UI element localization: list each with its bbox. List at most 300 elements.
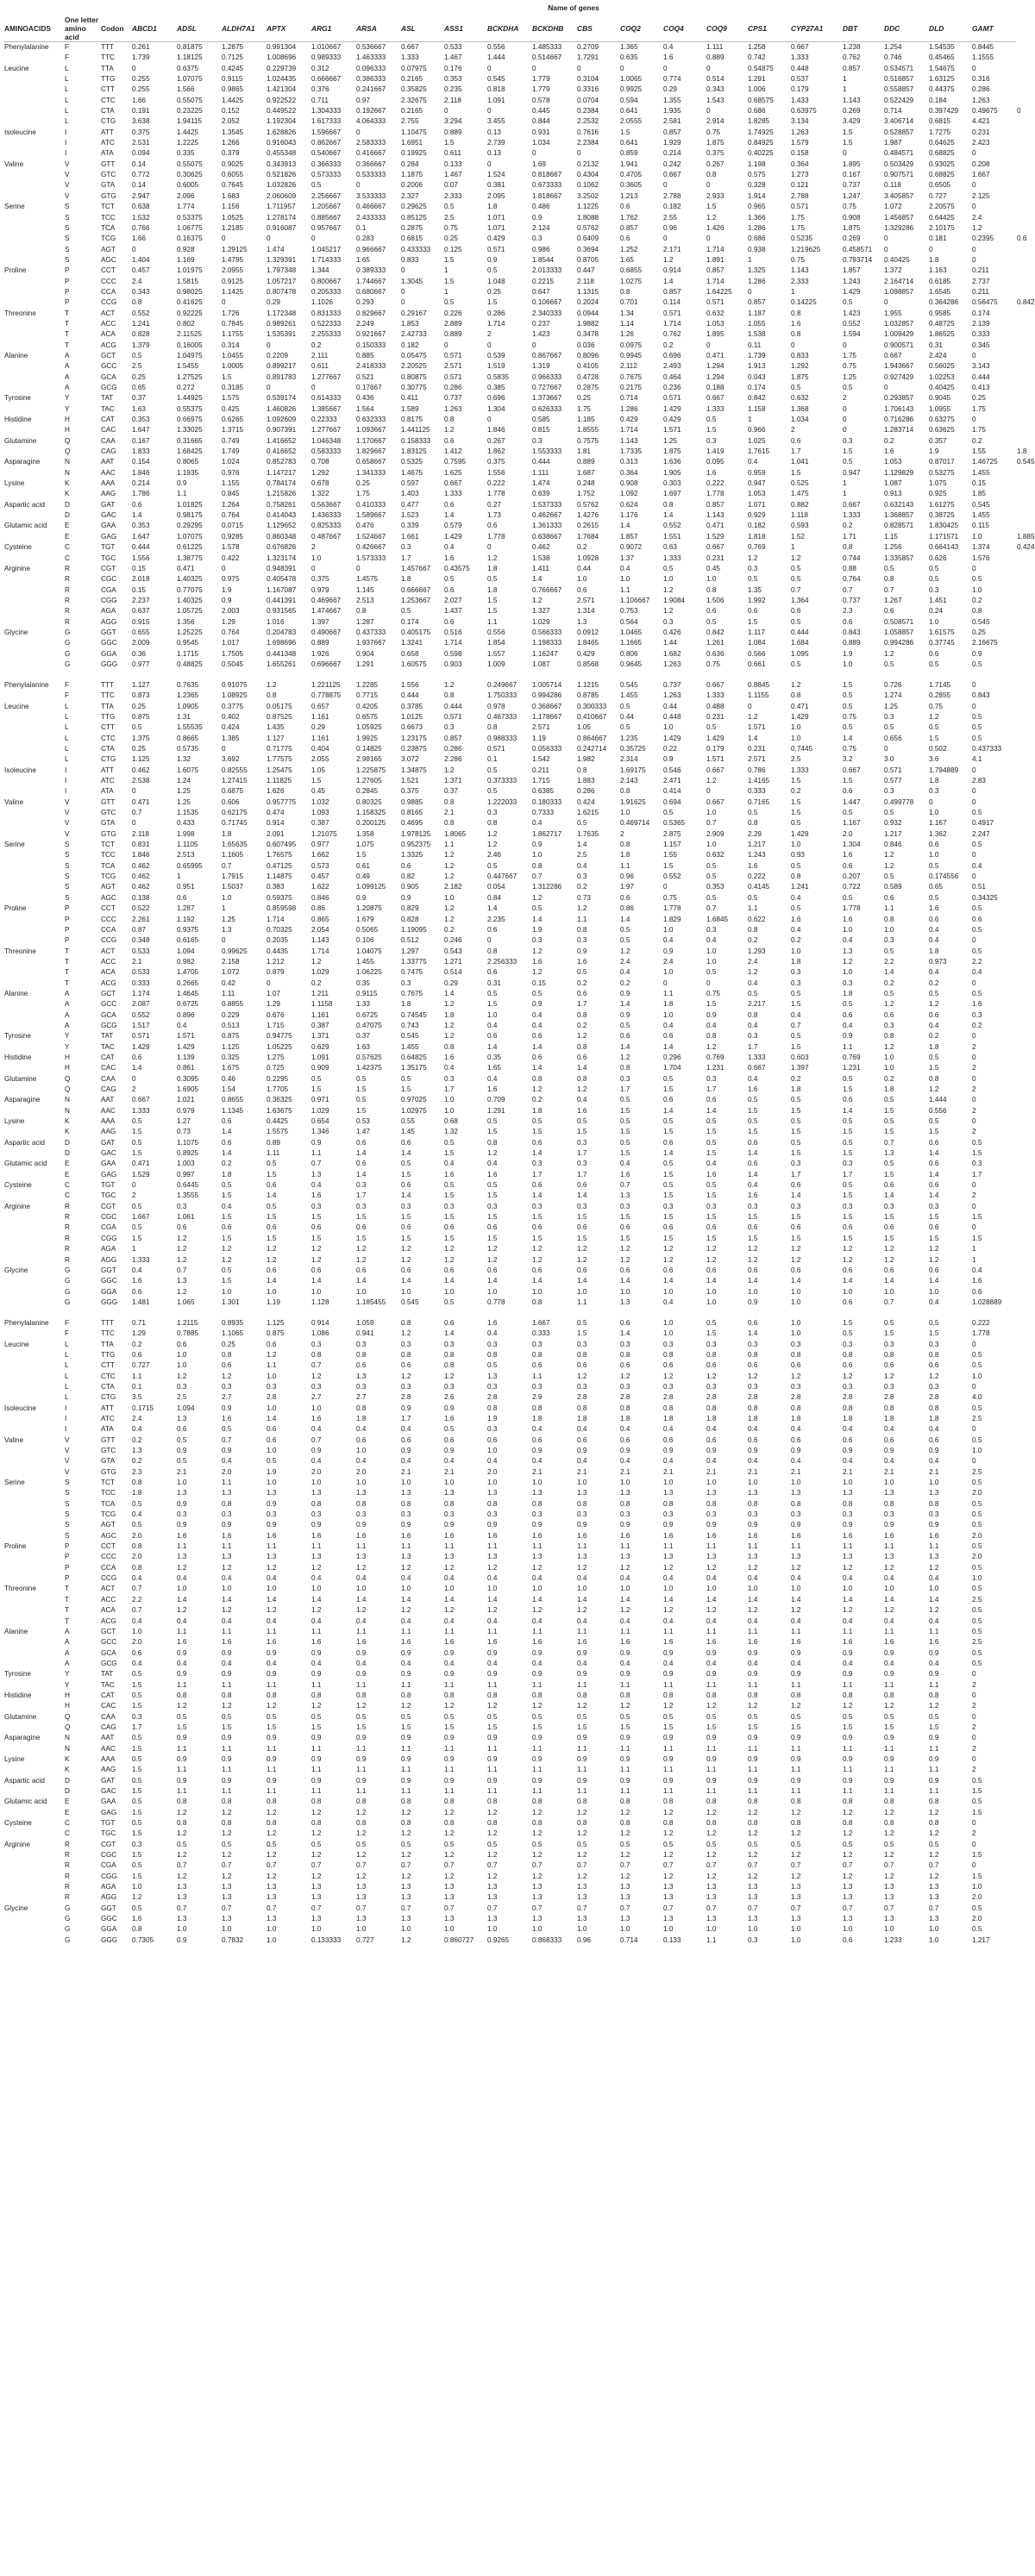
value-cell: 0.9 bbox=[791, 1521, 801, 1529]
value-cell: 2.5 bbox=[791, 755, 801, 764]
value-cell: 0.521826 bbox=[267, 171, 297, 179]
value-cell: 1.5 bbox=[532, 1213, 543, 1222]
one-letter-cell: S bbox=[65, 213, 70, 222]
value-cell: 0.3 bbox=[487, 1510, 498, 1519]
value-cell: 1.2 bbox=[132, 1893, 142, 1902]
value-cell: 1.263 bbox=[972, 96, 990, 104]
value-cell: 0.9 bbox=[356, 1776, 367, 1785]
value-cell: 0.673333 bbox=[532, 181, 562, 190]
table-row bbox=[3, 1680, 1032, 1691]
amino-acid-cell: Glutamine bbox=[4, 1074, 37, 1083]
genes-group-header: Name of genes bbox=[548, 3, 599, 12]
amino-acid-cell bbox=[3, 1127, 64, 1137]
value-cell: 0.5 bbox=[791, 384, 801, 391]
one-letter-cell: E bbox=[65, 1170, 70, 1179]
value-cell: 0.8 bbox=[401, 1819, 411, 1828]
value-cell: 1.6 bbox=[843, 1638, 853, 1647]
table-row bbox=[3, 882, 1032, 892]
value-cell: 1.4 bbox=[748, 734, 758, 742]
value-cell: 2 bbox=[972, 1723, 976, 1731]
value-cell: 1.053 bbox=[706, 319, 724, 328]
value-cell: 1.853 bbox=[401, 319, 419, 328]
value-cell: 1.2 bbox=[620, 1245, 630, 1254]
amino-acid-cell bbox=[3, 1850, 64, 1860]
value-cell: 1.4 bbox=[577, 1064, 587, 1072]
value-cell: 0.8 bbox=[132, 298, 142, 307]
one-letter-cell: H bbox=[65, 1691, 70, 1699]
value-cell: 1.215826 bbox=[267, 490, 297, 498]
value-cell: 0.353 bbox=[706, 883, 724, 891]
codon-cell: GAG bbox=[101, 532, 117, 541]
value-cell: 0.545 bbox=[620, 680, 638, 689]
codon-cell: AAA bbox=[101, 479, 116, 488]
value-cell: 1.5 bbox=[577, 1329, 587, 1338]
value-cell: 0.4 bbox=[706, 1425, 717, 1434]
codon-cell: GGA bbox=[101, 649, 117, 658]
amino-acid-cell: Arginine bbox=[4, 1840, 31, 1848]
value-cell: 0 bbox=[401, 266, 405, 275]
value-cell: 1.086 bbox=[311, 1329, 329, 1338]
value-cell: 1.3 bbox=[311, 1170, 322, 1179]
value-cell: 0.7 bbox=[177, 1861, 187, 1870]
value-cell: 0.5 bbox=[843, 384, 853, 391]
value-cell: 1.2 bbox=[843, 1563, 853, 1572]
value-cell: 0.2384 bbox=[577, 107, 599, 116]
value-cell: 0.5 bbox=[132, 1798, 142, 1806]
value-cell: 1.1 bbox=[706, 1542, 717, 1551]
value-cell: 1.5 bbox=[706, 426, 717, 435]
value-cell: 0 bbox=[843, 404, 847, 413]
value-cell: 0.16005 bbox=[177, 341, 203, 349]
value-cell: 1.1 bbox=[748, 904, 758, 913]
value-cell: 1.1315 bbox=[577, 287, 599, 296]
value-cell: 0.2 bbox=[132, 1435, 142, 1444]
value-cell: 1.32 bbox=[177, 755, 191, 764]
value-cell: 0.7 bbox=[267, 1904, 277, 1912]
value-cell: 1.0 bbox=[791, 1297, 801, 1306]
value-cell: 0.8 bbox=[222, 1350, 232, 1359]
value-cell: 0.571 bbox=[487, 745, 505, 753]
value-cell: 0.9 bbox=[444, 1734, 455, 1742]
table-row bbox=[3, 1478, 1032, 1488]
value-cell: 0.75 bbox=[843, 745, 856, 753]
value-cell: 1.4425 bbox=[177, 128, 199, 136]
value-cell: 0 bbox=[311, 384, 316, 391]
value-cell: 0.353 bbox=[132, 416, 150, 424]
value-cell: 0.667 bbox=[706, 394, 724, 403]
value-cell: 0.4 bbox=[356, 1616, 367, 1625]
value-cell: 1.0 bbox=[401, 1479, 411, 1487]
value-cell: 0.947 bbox=[748, 479, 766, 488]
value-cell: 0 bbox=[972, 255, 976, 264]
value-cell: 1.437 bbox=[444, 607, 462, 616]
value-cell: 0.896 bbox=[177, 1010, 195, 1019]
codon-cell: GAC bbox=[101, 511, 116, 520]
value-cell: 0.269 bbox=[843, 107, 861, 116]
value-cell: 1.0 bbox=[577, 575, 587, 584]
value-cell: 0.6 bbox=[929, 1223, 939, 1232]
codon-cell: ATC bbox=[101, 139, 115, 147]
value-cell: 0.2 bbox=[972, 1021, 982, 1029]
value-cell: 1.5 bbox=[843, 1191, 853, 1200]
value-cell: 1.3 bbox=[620, 1553, 630, 1561]
value-cell: 0.5 bbox=[487, 861, 498, 870]
value-cell: 1.07 bbox=[267, 989, 280, 997]
one-letter-cell: A bbox=[65, 1659, 70, 1667]
value-cell: 2 bbox=[972, 1128, 976, 1136]
value-cell: 0.3 bbox=[487, 1202, 498, 1210]
value-cell: 0.5 bbox=[487, 1117, 498, 1126]
value-cell: 1.1 bbox=[748, 1680, 758, 1689]
value-cell: 1.1 bbox=[791, 1542, 801, 1551]
value-cell: 1.7 bbox=[356, 1191, 367, 1200]
value-cell: 1.6 bbox=[663, 53, 674, 62]
value-cell: 2.10175 bbox=[929, 223, 955, 232]
value-cell: 1.2 bbox=[972, 223, 982, 232]
value-cell: 0.9 bbox=[222, 1670, 232, 1679]
value-cell: 1.2 bbox=[706, 213, 717, 222]
table-row bbox=[3, 1904, 1032, 1914]
value-cell: 0.7 bbox=[791, 1904, 801, 1912]
value-cell: 0.9 bbox=[401, 893, 411, 902]
codon-cell: ATC bbox=[101, 777, 115, 785]
value-cell: 1.0 bbox=[972, 532, 982, 541]
table-row bbox=[3, 628, 1032, 638]
one-letter-cell: R bbox=[65, 1872, 70, 1880]
one-letter-cell: F bbox=[65, 1329, 70, 1338]
one-letter-cell: T bbox=[65, 309, 70, 317]
value-cell: 0.5 bbox=[791, 904, 801, 913]
one-letter-cell: D bbox=[65, 511, 70, 520]
value-cell: 1.333 bbox=[132, 1106, 150, 1115]
value-cell: 1.346 bbox=[311, 1128, 329, 1136]
value-cell: 1.6 bbox=[222, 1531, 232, 1540]
value-cell: 0.6 bbox=[748, 1435, 758, 1444]
table-row bbox=[3, 436, 1032, 447]
value-cell: 1.1 bbox=[577, 1680, 587, 1689]
value-cell: 0 bbox=[532, 64, 536, 72]
codon-cell: CGC bbox=[101, 1851, 117, 1860]
value-cell: 0.4 bbox=[620, 1659, 630, 1667]
value-cell: 0.9 bbox=[532, 1734, 543, 1742]
value-cell: 1.212 bbox=[267, 957, 285, 966]
value-cell: 0.5 bbox=[843, 702, 853, 710]
value-cell: 1.830425 bbox=[929, 522, 959, 530]
value-cell: 0.4 bbox=[132, 1574, 142, 1583]
value-cell: 0.4 bbox=[132, 1266, 142, 1274]
value-cell: 1.2 bbox=[706, 777, 717, 785]
value-cell: 0.9 bbox=[748, 1648, 758, 1657]
value-cell: 0.85125 bbox=[401, 213, 427, 222]
value-cell: 2.1 bbox=[620, 1467, 630, 1476]
amino-acid-cell bbox=[3, 1467, 64, 1478]
value-cell: 0.9 bbox=[222, 1648, 232, 1657]
value-cell: 1.6545 bbox=[929, 287, 951, 296]
one-letter-cell: K bbox=[65, 1754, 70, 1763]
value-cell: 0.56475 bbox=[972, 298, 998, 307]
table-row bbox=[3, 521, 1032, 531]
value-cell: 0.6 bbox=[706, 1096, 717, 1104]
value-cell: 0.552 bbox=[663, 872, 681, 881]
value-cell: 0.303 bbox=[663, 479, 681, 488]
one-letter-cell: S bbox=[65, 893, 70, 902]
value-cell: 0.2 bbox=[791, 787, 801, 796]
value-cell: 0.487667 bbox=[311, 532, 342, 541]
value-cell: 1.4705 bbox=[177, 968, 199, 977]
value-cell: 1.714 bbox=[620, 426, 638, 435]
value-cell: 1.2 bbox=[748, 1702, 758, 1710]
value-cell: 0.556 bbox=[929, 1106, 947, 1115]
value-cell: 0.8 bbox=[791, 1691, 801, 1699]
value-cell: 1.2 bbox=[884, 649, 894, 658]
value-cell: 0.375 bbox=[401, 787, 419, 796]
value-cell: 1.6 bbox=[311, 1191, 322, 1200]
amino-acid-cell bbox=[3, 223, 64, 234]
value-cell: 1.3 bbox=[663, 1489, 674, 1497]
value-cell: 0.4 bbox=[663, 1574, 674, 1583]
value-cell: 0.92225 bbox=[177, 309, 203, 317]
codon-cell: CTA bbox=[101, 107, 115, 116]
value-cell: 1.2 bbox=[311, 1563, 322, 1572]
value-cell: 1.167 bbox=[929, 819, 947, 828]
value-cell: 1.411 bbox=[532, 564, 549, 572]
value-cell: 0.181 bbox=[929, 234, 947, 243]
value-cell: 0.448 bbox=[791, 64, 809, 72]
one-letter-cell: P bbox=[65, 1542, 70, 1551]
value-cell: 1.2 bbox=[267, 1702, 277, 1710]
value-cell: 1.2 bbox=[487, 1245, 498, 1254]
value-cell: 0.6 bbox=[843, 1096, 853, 1104]
one-letter-cell: I bbox=[65, 766, 67, 774]
value-cell: 0.818667 bbox=[532, 171, 562, 179]
one-letter-cell: R bbox=[65, 564, 70, 572]
one-letter-cell: G bbox=[65, 1266, 71, 1274]
value-cell: 0.5 bbox=[884, 947, 894, 955]
value-cell: 2.256333 bbox=[487, 957, 518, 966]
value-cell: 2.171 bbox=[663, 245, 681, 253]
value-cell: 1.233 bbox=[884, 1935, 902, 1944]
value-cell: 0.9 bbox=[444, 1404, 455, 1412]
table-row bbox=[3, 329, 1032, 340]
value-cell: 0 bbox=[132, 1074, 136, 1083]
value-cell: 0.9 bbox=[843, 1032, 853, 1041]
value-cell: 0.17667 bbox=[356, 384, 382, 391]
value-cell: 0.75 bbox=[444, 223, 458, 232]
value-cell: 1.0 bbox=[222, 1925, 232, 1934]
value-cell: 0.11 bbox=[748, 341, 762, 349]
value-cell: 0.222 bbox=[706, 479, 724, 488]
value-cell: 1.1 bbox=[487, 1542, 498, 1551]
value-cell: 0.8 bbox=[577, 1042, 587, 1051]
value-cell: 1.4 bbox=[401, 1595, 411, 1604]
one-letter-cell: I bbox=[65, 149, 67, 158]
value-cell: 1.54 bbox=[222, 1085, 235, 1093]
value-cell: 1.1 bbox=[177, 1787, 187, 1795]
value-cell: 0.0975 bbox=[620, 341, 643, 349]
value-cell: 0.6673 bbox=[401, 723, 423, 732]
value-cell: 0.7 bbox=[929, 1904, 939, 1912]
table-row bbox=[3, 1808, 1032, 1818]
value-cell: 0.05175 bbox=[267, 702, 292, 710]
value-cell: 0.903 bbox=[444, 660, 462, 668]
value-cell: 0.8 bbox=[884, 1819, 894, 1828]
header-group-row bbox=[3, 0, 1032, 16]
value-cell: 0.7885 bbox=[177, 1329, 199, 1338]
value-cell: 1.1 bbox=[620, 861, 630, 870]
value-cell: 0 bbox=[663, 979, 668, 987]
value-cell: 0.637 bbox=[132, 607, 150, 616]
value-cell: 0.3 bbox=[177, 1382, 187, 1391]
value-cell: 1.2 bbox=[620, 1829, 630, 1838]
value-cell: 0.2665 bbox=[177, 979, 199, 987]
value-cell: 0.174 bbox=[401, 617, 419, 626]
value-cell: 1.4 bbox=[706, 1277, 717, 1285]
value-cell: 0.242714 bbox=[577, 745, 607, 753]
value-cell: 0.566 bbox=[748, 649, 766, 658]
value-cell: 0.7675 bbox=[401, 989, 423, 997]
value-cell: 1.8 bbox=[132, 1489, 142, 1497]
value-cell: 0.5 bbox=[791, 819, 801, 828]
value-cell: 0.7845 bbox=[222, 319, 244, 328]
value-cell: 0.5 bbox=[620, 1840, 630, 1848]
table-row bbox=[3, 1159, 1032, 1169]
table-row bbox=[3, 1308, 1032, 1329]
value-cell: 1.4 bbox=[663, 1149, 674, 1158]
value-cell: 0.994286 bbox=[884, 639, 914, 647]
table-row bbox=[3, 1350, 1032, 1360]
amino-acid-cell bbox=[3, 116, 64, 127]
value-cell: 1.6 bbox=[748, 1191, 758, 1200]
table-row bbox=[3, 1744, 1032, 1754]
value-cell: 0 bbox=[972, 1691, 976, 1699]
value-cell: 0.7 bbox=[311, 1160, 322, 1168]
value-cell: 1.854 bbox=[487, 639, 505, 647]
value-cell: 1.5 bbox=[487, 1234, 498, 1242]
amino-acid-cell bbox=[3, 829, 64, 840]
value-cell: 0.4 bbox=[929, 1574, 939, 1583]
value-cell: 1.4 bbox=[663, 277, 674, 285]
value-cell: 4.0 bbox=[972, 1393, 982, 1402]
value-cell: 1.247 bbox=[843, 191, 861, 200]
value-cell: 0.947 bbox=[843, 468, 861, 477]
value-cell: 0.499778 bbox=[884, 797, 914, 806]
table-row bbox=[3, 1467, 1032, 1478]
value-cell: 0.3 bbox=[532, 436, 543, 445]
value-cell: 1.2 bbox=[577, 1372, 587, 1380]
value-cell: 1.926 bbox=[311, 649, 329, 658]
value-cell: 1.667 bbox=[132, 1213, 150, 1222]
value-cell: 1.2 bbox=[620, 947, 630, 955]
value-cell: 0.16375 bbox=[177, 234, 203, 243]
value-cell: 0.61225 bbox=[177, 543, 203, 552]
value-cell: 0.6 bbox=[267, 1425, 277, 1434]
value-cell: 0.7 bbox=[267, 1861, 277, 1870]
one-letter-cell: N bbox=[65, 1106, 70, 1115]
value-cell: 1.0 bbox=[843, 1287, 853, 1296]
value-cell: 0 bbox=[972, 1117, 976, 1126]
amino-acid-cell bbox=[3, 245, 64, 255]
value-cell: 1.2 bbox=[401, 1808, 411, 1816]
value-cell: 0.4 bbox=[663, 936, 674, 945]
value-cell: 1.2 bbox=[532, 1808, 543, 1816]
codon-cell: GTT bbox=[101, 1435, 116, 1444]
value-cell: 0.843 bbox=[972, 691, 990, 700]
value-cell: 0.843 bbox=[843, 628, 861, 636]
value-cell: 1.64225 bbox=[706, 287, 732, 296]
value-cell: 1.7915 bbox=[222, 872, 244, 881]
value-cell: 0.594 bbox=[620, 96, 638, 104]
value-cell: 0.857 bbox=[444, 734, 462, 742]
value-cell: 0.3 bbox=[532, 234, 543, 243]
codon-cell: CTC bbox=[101, 734, 116, 742]
value-cell: 1.2 bbox=[356, 1245, 367, 1254]
value-cell: 2.1 bbox=[532, 1467, 543, 1476]
value-cell: 0.6 bbox=[577, 1435, 587, 1444]
value-cell: 2.7 bbox=[356, 1393, 367, 1402]
value-cell: 0.441348 bbox=[267, 649, 297, 658]
value-cell: 1.301 bbox=[222, 1297, 240, 1306]
one-letter-cell: Y bbox=[65, 1042, 70, 1051]
value-cell: 1.0 bbox=[843, 1585, 853, 1593]
value-cell: 0 bbox=[972, 797, 976, 806]
value-cell: 1.2 bbox=[267, 1851, 277, 1860]
value-cell: 1.3 bbox=[577, 1553, 587, 1561]
value-cell: 1.4 bbox=[791, 1191, 801, 1200]
value-cell: 0.8 bbox=[401, 1318, 411, 1327]
value-cell: 1.1 bbox=[267, 1627, 277, 1635]
value-cell: 2.052 bbox=[222, 117, 240, 126]
value-cell: 1.14 bbox=[620, 319, 634, 328]
value-cell: 0.4 bbox=[884, 1574, 894, 1583]
value-cell: 0.200125 bbox=[356, 819, 386, 828]
value-cell: 1.2 bbox=[884, 851, 894, 860]
value-cell: 0.6 bbox=[929, 1010, 939, 1019]
value-cell: 1.0 bbox=[884, 1479, 894, 1487]
value-cell: 1.19 bbox=[532, 734, 546, 742]
value-cell: 0.638 bbox=[132, 203, 150, 211]
value-cell: 1.6 bbox=[706, 1170, 717, 1179]
value-cell: 1.032857 bbox=[884, 319, 914, 328]
value-cell: 0.5 bbox=[929, 989, 939, 997]
value-cell: 1.8 bbox=[222, 1170, 232, 1179]
value-cell: 0.5045 bbox=[222, 660, 244, 668]
value-cell: 1.5 bbox=[843, 1723, 853, 1731]
value-cell: 1.129829 bbox=[884, 468, 914, 477]
value-cell: 1.4 bbox=[132, 511, 142, 520]
value-cell: 0.552 bbox=[132, 309, 150, 317]
value-cell: 1.4 bbox=[222, 1595, 232, 1604]
codon-cell: AGT bbox=[101, 1521, 116, 1529]
value-cell: 1.895 bbox=[706, 330, 724, 339]
amino-acid-cell: Tyrosine bbox=[4, 394, 31, 403]
value-cell: 0.2 bbox=[884, 436, 894, 445]
value-cell: 0.9 bbox=[487, 1776, 498, 1785]
value-cell: 1.1 bbox=[487, 1787, 498, 1795]
value-cell: 2.8 bbox=[791, 1393, 801, 1402]
amino-acid-cell: Glycine bbox=[4, 1904, 28, 1912]
one-letter-cell: Q bbox=[65, 1074, 71, 1083]
value-cell: 1.2 bbox=[444, 861, 455, 870]
value-cell: 1.1 bbox=[401, 1787, 411, 1795]
value-cell: 0.8 bbox=[444, 416, 455, 424]
codon-cell: AAG bbox=[101, 1766, 116, 1774]
value-cell: 0.414043 bbox=[267, 511, 297, 520]
value-cell: 1.1 bbox=[487, 1766, 498, 1774]
value-cell: 1.6 bbox=[177, 1638, 187, 1647]
value-cell: 2.0555 bbox=[620, 117, 643, 126]
value-cell: 1.5 bbox=[791, 797, 801, 806]
value-cell: 1.1 bbox=[267, 1744, 277, 1753]
